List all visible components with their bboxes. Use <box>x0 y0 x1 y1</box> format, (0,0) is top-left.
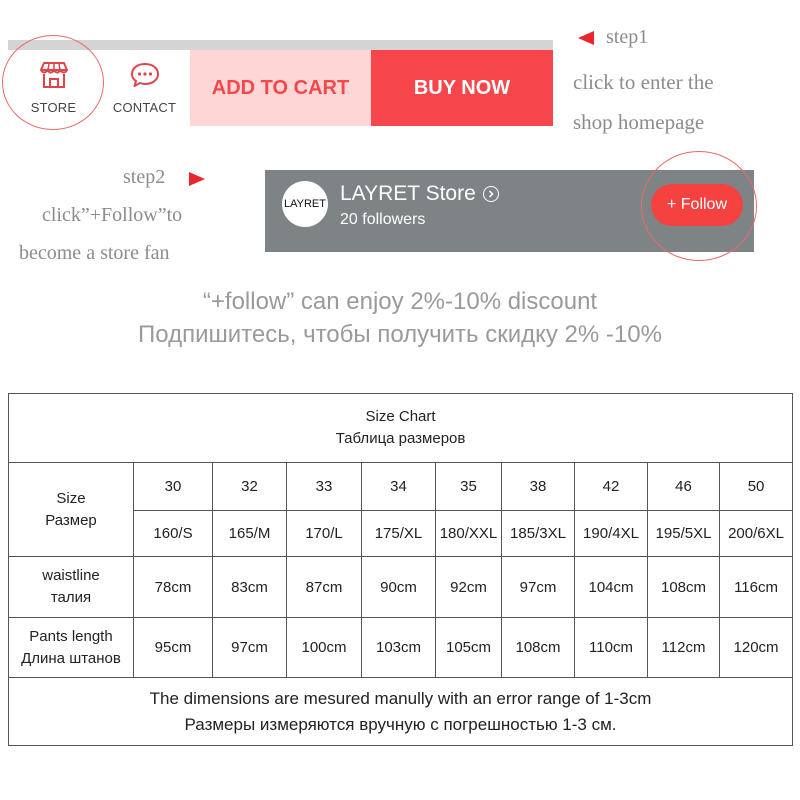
follower-count: 20 followers <box>340 211 426 228</box>
size-chart-note <box>9 678 793 746</box>
table-cell: 97cm <box>213 618 287 678</box>
table-cell: 185/3XL <box>502 511 575 557</box>
table-cell: 83cm <box>213 557 287 618</box>
table-row <box>9 463 793 511</box>
store-avatar[interactable] <box>282 181 328 227</box>
step2-line: click”+Follow”to <box>42 204 183 226</box>
table-cell: 92cm <box>436 557 502 618</box>
table-cell: 100cm <box>287 618 362 678</box>
table-cell: 200/6XL <box>720 511 793 557</box>
contact-button[interactable] <box>99 50 190 126</box>
length-row-label-en: Pants length <box>29 627 113 645</box>
step2-line: become a store fan <box>19 242 170 264</box>
table-cell: 33 <box>287 463 362 511</box>
length-row-label-ru: Длина штанов <box>21 649 121 667</box>
table-cell: 195/5XL <box>648 511 720 557</box>
table-cell: 160/S <box>134 511 213 557</box>
waist-row-label-ru: талия <box>50 589 92 606</box>
size-chart-note-ru: Размеры измеряются вручную с погрешностью 1-3 см. <box>184 714 617 734</box>
length-row-header <box>9 618 134 678</box>
waist-row-label-en: waistline <box>42 567 100 584</box>
step2-title: step2 <box>123 166 166 188</box>
top-divider <box>8 40 553 50</box>
table-cell: 170/L <box>287 511 362 557</box>
table-cell: 190/4XL <box>575 511 648 557</box>
step1-line: shop homepage <box>573 110 705 134</box>
chevron-right-icon[interactable] <box>483 186 499 202</box>
store-highlight-circle <box>2 35 104 130</box>
table-cell: 175/XL <box>362 511 436 557</box>
step2-arrow-icon <box>189 172 205 186</box>
chat-icon <box>129 61 161 94</box>
table-cell: 30 <box>134 463 213 511</box>
step1-description <box>573 62 714 142</box>
table-cell: 103cm <box>362 618 436 678</box>
size-chart-title-en: Size Chart <box>365 408 436 425</box>
table-row <box>9 618 793 678</box>
follow-label: + Follow <box>666 196 728 213</box>
table-cell: 120cm <box>720 618 793 678</box>
table-cell: 104cm <box>575 557 648 618</box>
table-row <box>9 557 793 618</box>
discount-note-ru: Подпишитесь, чтобы получить скидку 2% -10% <box>138 321 662 348</box>
discount-note-en: “+follow” can enjoy 2%-10% discount <box>202 288 598 315</box>
contact-label: CONTACT <box>112 100 177 115</box>
waist-row-header <box>9 557 134 618</box>
store-label: STORE <box>30 100 77 115</box>
buy-now-button[interactable] <box>371 50 553 126</box>
size-row-header <box>9 463 134 557</box>
size-chart-note-en: The dimensions are mesured manully with an error range of 1-3cm <box>149 688 652 708</box>
store-name-link[interactable]: LAYRET Store <box>340 182 476 205</box>
table-cell: 42 <box>575 463 648 511</box>
table-cell: 95cm <box>134 618 213 678</box>
table-cell: 78cm <box>134 557 213 618</box>
step1-title: step1 <box>606 26 649 48</box>
table-cell: 165/M <box>213 511 287 557</box>
table-cell: 112cm <box>648 618 720 678</box>
add-to-cart-label: ADD TO CART <box>211 76 350 99</box>
step1-arrow-icon <box>578 31 594 45</box>
table-cell: 87cm <box>287 557 362 618</box>
buy-now-label: BUY NOW <box>413 76 511 99</box>
size-chart-table <box>8 393 793 746</box>
size-row-label-en: Size <box>56 489 86 507</box>
table-cell: 110cm <box>575 618 648 678</box>
table-cell: 38 <box>502 463 575 511</box>
table-cell: 105cm <box>436 618 502 678</box>
store-avatar-text: LAYRET <box>284 198 326 210</box>
step1-line: click to enter the <box>573 70 714 94</box>
table-row <box>9 394 793 463</box>
table-cell: 97cm <box>502 557 575 618</box>
table-cell: 50 <box>720 463 793 511</box>
size-row-label-ru: Размер <box>45 511 97 529</box>
table-cell: 116cm <box>720 557 793 618</box>
table-cell: 46 <box>648 463 720 511</box>
table-cell: 32 <box>213 463 287 511</box>
table-cell: 180/XXL <box>436 511 502 557</box>
size-chart-title-ru: Таблица размеров <box>335 430 466 447</box>
table-cell: 35 <box>436 463 502 511</box>
table-cell: 108cm <box>502 618 575 678</box>
add-to-cart-button[interactable] <box>190 50 371 126</box>
table-cell: 90cm <box>362 557 436 618</box>
follow-highlight-circle <box>641 151 757 261</box>
table-cell: 108cm <box>648 557 720 618</box>
size-chart-title <box>9 394 793 463</box>
table-row <box>9 678 793 746</box>
table-cell: 34 <box>362 463 436 511</box>
